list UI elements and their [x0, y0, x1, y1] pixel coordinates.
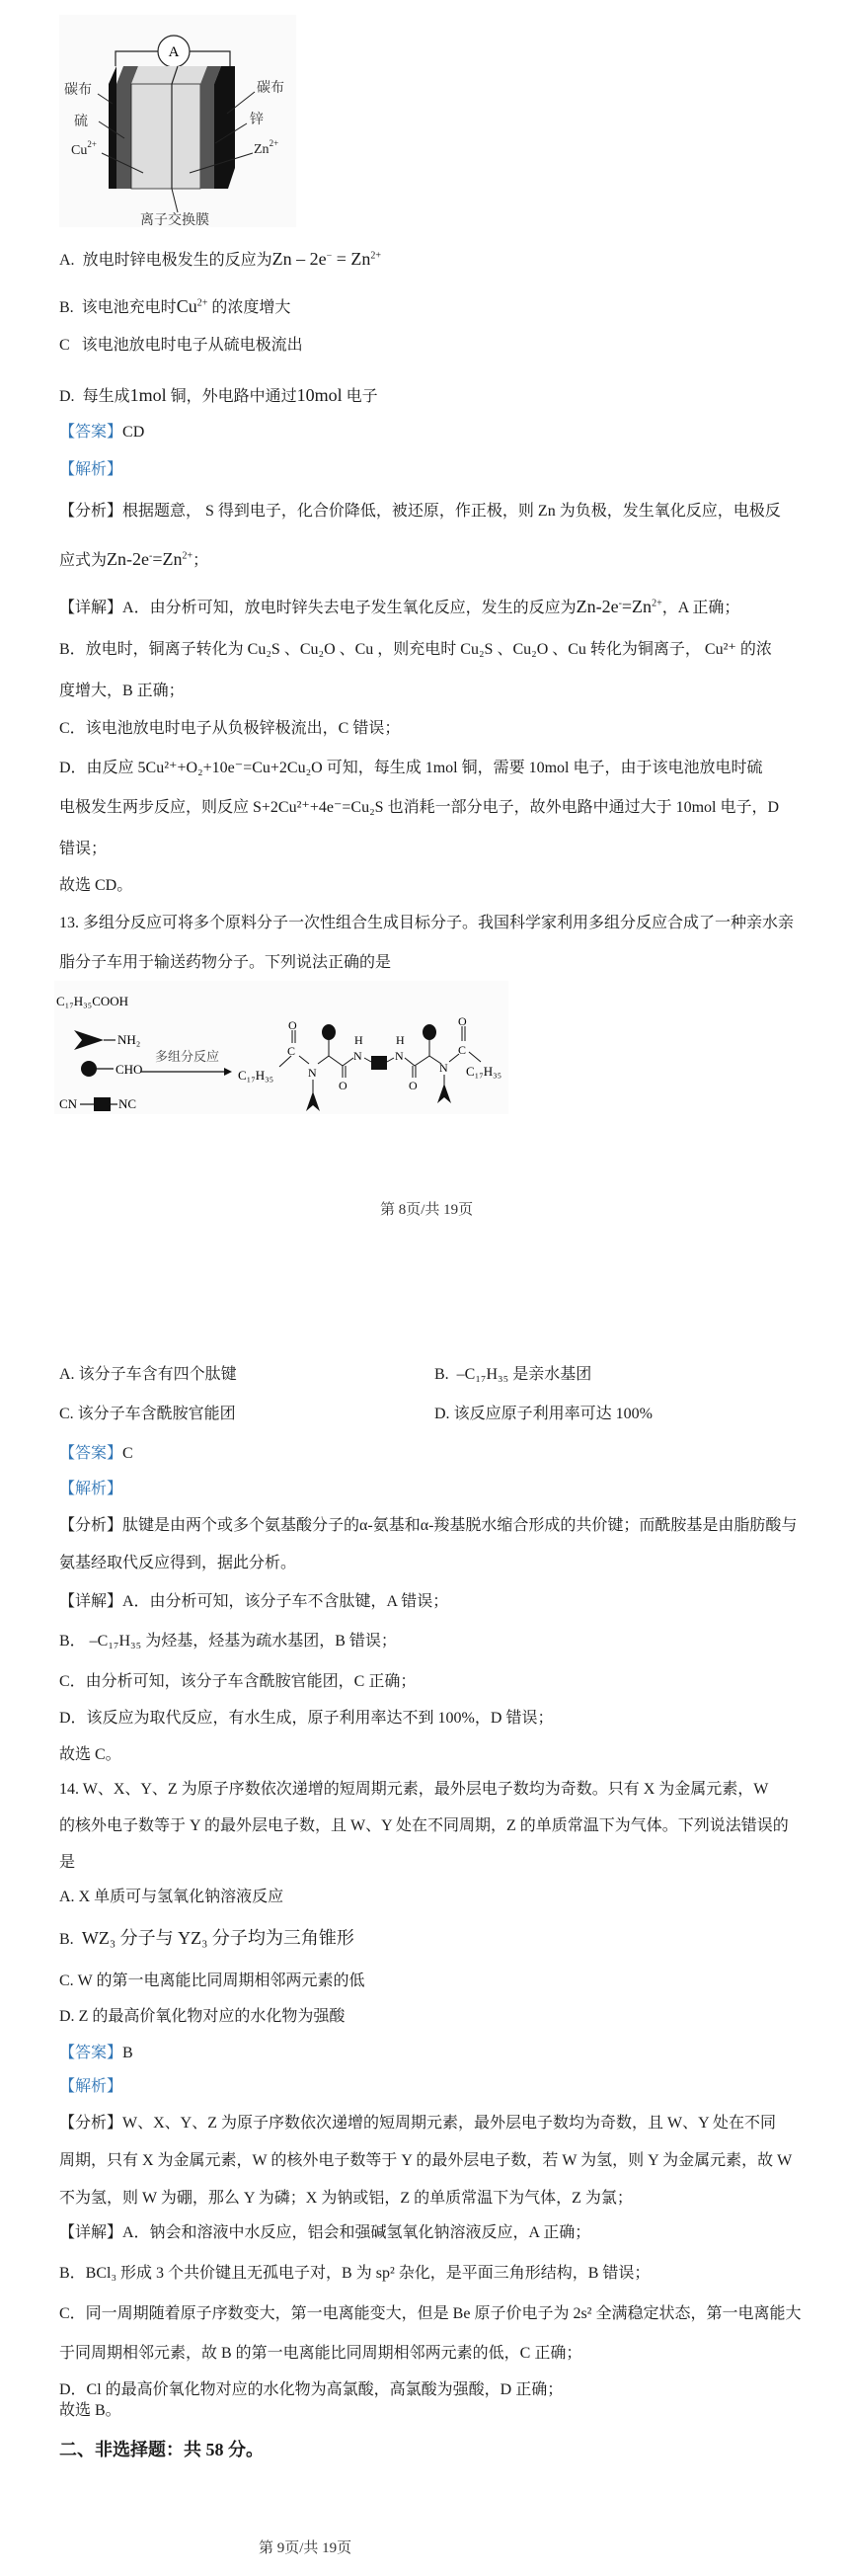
product-alkyl-right: C₁₇H₃₅	[466, 1064, 502, 1079]
label-carbon-cloth-left: 碳布	[64, 83, 92, 98]
page-footer-8: 第 8页/共 19页	[380, 1202, 474, 1218]
q13-stem-line2: 脂分子车用于输送药物分子。下列说法正确的是	[59, 954, 392, 971]
page-break	[0, 1235, 848, 1353]
svg-text:N: N	[395, 1049, 404, 1063]
q13-xiangjie-a: 【详解】A．由分析可知，该分子车不含肽键，A 错误；	[59, 1593, 449, 1610]
q13-fenxi-line1: 【分析】肽键是由两个或多个氨基酸分子的α-氨基和α-羧基脱水缩合形成的共价键；而酰胺基是由脂肪酸与	[59, 1517, 798, 1534]
svg-text:O: O	[458, 1014, 467, 1028]
q14-stem-line3: 是	[59, 1854, 76, 1871]
q14-xiangjie-c-line1: C．同一周期随着原子序数变大，第一电离能变大，但是 Be 原子价电子为 2s² 全满稳定状态，第一电离能大	[59, 2305, 802, 2322]
q12-option-d: D. 每生成1mol 铜，外电路中通过10mol 电子	[59, 385, 378, 405]
q14-xiangjie-b: B．BCl₃ 形成 3 个共价键且无孤电子对，B 为 sp² 杂化，是平面三角形结构，B 错误；	[59, 2265, 651, 2282]
q14-option-b: B. WZ₃ 分子与 YZ₃ 分子均为三角锥形	[59, 1928, 354, 1948]
label-sulfur: 硫	[74, 115, 88, 129]
q13-xiangjie-c: C．由分析可知，该分子车含酰胺官能团，C 正确；	[59, 1673, 417, 1690]
svg-text:N: N	[439, 1061, 448, 1075]
reactant-isocyanide-right: NC	[118, 1096, 137, 1111]
q12-option-a: A. 放电时锌电极发生的反应为$Zn - 2e^- = Zn^{2+}$	[59, 249, 381, 269]
label-carbon-cloth-right: 碳布	[257, 81, 284, 96]
section2-heading: 二、非选择题：共 58 分。	[59, 2440, 264, 2459]
q13-stem-line1: 13. 多组分反应可将多个原料分子一次性组合生成目标分子。我国科学家利用多组分反应合成了一种亲水亲	[59, 915, 795, 931]
q12-option-b: B. 该电池充电时$Cu^{2+}$ 的浓度增大	[59, 296, 291, 316]
svg-text:O: O	[409, 1079, 418, 1092]
svg-text:H: H	[354, 1033, 363, 1047]
arrow-label: 多组分反应	[155, 1049, 220, 1064]
q12-xiangjie-d-line1: D．由反应 5Cu²⁺+O₂+10e⁻=Cu+2Cu₂O 可知，每生成 1mol 铜，需要 10mol 电子，由于该电池放电时硫	[59, 760, 763, 776]
reactant-stearic-acid: C₁₇H₃₅COOH	[56, 994, 129, 1008]
q13-option-d: D. 该反应原子利用率可达 100%	[434, 1406, 653, 1422]
label-zn: Zn	[254, 142, 270, 157]
svg-text:C: C	[287, 1044, 296, 1058]
q12-xiangjie-b-line2: 度增大，B 正确；	[59, 683, 185, 699]
q12-xiangjie-b-line1: B．放电时，铜离子转化为 Cu₂S 、Cu₂O 、Cu ，则充电时 Cu₂S 、Cu₂O 、Cu 转化为铜离子， Cu²⁺ 的浓	[59, 641, 772, 658]
ammeter-label: A	[168, 44, 180, 60]
q14-fenxi-line1: 【分析】W、X、Y、Z 为原子序数依次递增的短周期元素，最外层电子数均为奇数，且 W、Y 处在不同	[59, 2115, 777, 2132]
q14-answer: 【答案】B	[59, 2045, 133, 2061]
product-alkyl-left: C₁₇H₃₅	[238, 1068, 274, 1083]
q12-analysis-heading: 【解析】	[59, 461, 123, 478]
q14-option-d: D. Z 的最高价氧化物对应的水化物为强酸	[59, 2008, 346, 2025]
q14-fenxi-line3: 不为氢，则 W 为硼，那么 Y 为磷；X 为钠或铝，Z 的单质常温下为气体，Z 为氯；	[59, 2190, 633, 2207]
svg-text:N: N	[308, 1066, 317, 1080]
svg-text:C: C	[458, 1043, 467, 1057]
q13-xiangjie-b: B． –C₁₇H₃₅ 为烃基，烃基为疏水基团，B 错误；	[59, 1633, 397, 1650]
q13-option-a: A. 该分子车含有四个肽键	[59, 1366, 237, 1383]
q13-conclusion: 故选 C。	[59, 1746, 121, 1763]
page-footer-9: 第 9页/共 19页	[259, 2540, 352, 2556]
q12-xiangjie-a: 【详解】A．由分析可知，放电时锌失去电子发生氧化反应，发生的反应为$Zn-2e^-=Zn^{2+}$，A 正确；	[59, 597, 740, 616]
q13-xiangjie-d: D．该反应为取代反应，有水生成，原子利用率达不到 100%，D 错误；	[59, 1710, 554, 1727]
q12-conclusion: 故选 CD。	[59, 877, 133, 894]
q13-option-c: C. 该分子车含酰胺官能团	[59, 1406, 236, 1422]
q13-fenxi-line2: 氨基经取代反应得到，据此分析。	[59, 1555, 297, 1571]
q14-option-c: C. W 的第一电离能比同周期相邻两元素的低	[59, 1972, 365, 1989]
svg-text:Cu2+: $Cu^{2+}$	[71, 139, 97, 158]
q12-xiangjie-d-line3: 错误；	[59, 841, 108, 857]
q12-xiangjie-c: C．该电池放电时电子从负极锌极流出，C 错误；	[59, 720, 401, 737]
q13-option-b: B. –C₁₇H₃₅ 是亲水基团	[434, 1366, 592, 1383]
reactant-amine: NH₂	[117, 1032, 141, 1047]
q14-xiangjie-d: D．Cl 的最高价氧化物对应的水化物为高氯酸，高氯酸为强酸，D 正确；	[59, 2381, 564, 2398]
q13-analysis-heading: 【解析】	[59, 1481, 123, 1497]
q12-option-c: C 该电池放电时电子从硫电极流出	[59, 337, 303, 354]
svg-text:N: N	[353, 1049, 362, 1063]
q12-answer: 【答案】CD	[59, 424, 145, 441]
svg-text:Zn2+: $Zn^{2+}$	[254, 138, 279, 157]
battery-diagram	[59, 15, 296, 227]
q12-xiangjie-d-line2: 电极发生两步反应，则反应 S+2Cu²⁺+4e⁻=Cu₂S 也消耗一部分电子，故外电路中通过大于 10mol 电子，D	[59, 799, 780, 816]
svg-text:O: O	[288, 1018, 297, 1032]
q14-xiangjie-c-line2: 于同周期相邻元素，故 B 的第一电离能比同周期相邻两元素的低，C 正确；	[59, 2345, 582, 2362]
q12-fenxi-line1: 【分析】根据题意， S 得到电子，化合价降低，被还原，作正极，则 Zn 为负极，发生氧化反应，电极反	[59, 503, 781, 520]
label-zinc: 锌	[250, 113, 264, 127]
svg-text:O: O	[339, 1079, 347, 1092]
multicomponent-reaction-figure	[54, 981, 508, 1114]
q14-analysis-heading: 【解析】	[59, 2078, 123, 2095]
label-cu: Cu	[71, 143, 88, 158]
reactant-isocyanide-left: CN	[59, 1096, 78, 1111]
svg-text:H: H	[396, 1033, 405, 1047]
label-membrane: 离子交换膜	[140, 213, 209, 227]
q14-xiangjie-a: 【详解】A．钠会和溶液中水反应，铝会和强碱氢氧化钠溶液反应，A 正确；	[59, 2224, 591, 2241]
reactant-aldehyde: CHO	[116, 1062, 143, 1077]
q14-option-a: A. X 单质可与氢氧化钠溶液反应	[59, 1889, 284, 1905]
q12-fenxi-line2: 应式为$Zn-2e^-=Zn^{2+}$；	[59, 549, 209, 569]
q14-conclusion: 故选 B。	[59, 2402, 121, 2419]
q13-answer: 【答案】C	[59, 1445, 133, 1462]
q14-fenxi-line2: 周期，只有 X 为金属元素，W 的核外电子数等于 Y 的最外层电子数，若 W 为氢，则 Y 为金属元素，故 W	[59, 2152, 793, 2169]
q14-stem-line2: 的核外电子数等于 Y 的最外层电子数，且 W、Y 处在不同周期，Z 的单质常温下为气体。下列说法错误的	[59, 1817, 789, 1834]
q14-stem-line1: 14. W、X、Y、Z 为原子序数依次递增的短周期元素，最外层电子数均为奇数。只有 X 为金属元素，W	[59, 1781, 769, 1798]
